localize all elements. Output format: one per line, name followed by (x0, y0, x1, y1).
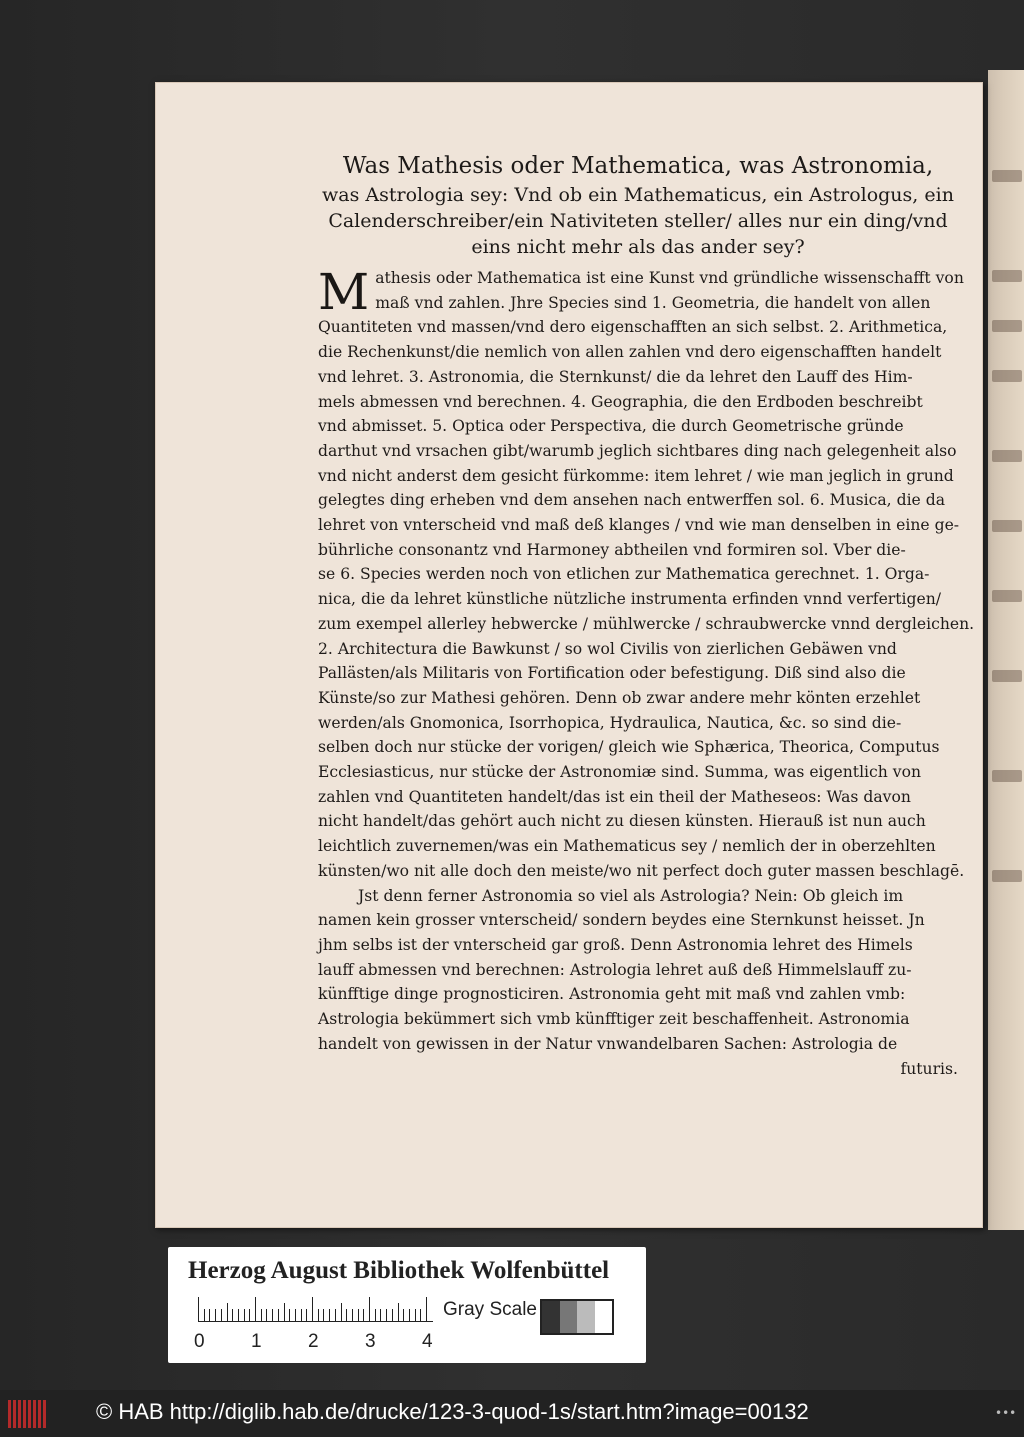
ruler-tick (198, 1297, 199, 1321)
ruler-tick (318, 1309, 319, 1321)
text-line: nica, die da lehret künstliche nützliche instrumenta erfinden vnnd verfertigen/ (318, 590, 942, 609)
ruler-tick (352, 1309, 353, 1321)
ruler-tick (244, 1309, 245, 1321)
adjacent-text-fragment (992, 370, 1022, 382)
adjacent-text-fragment (992, 590, 1022, 602)
ruler-tick (261, 1309, 262, 1321)
text-line: die Rechenkunst/die nemlich von allen zahlen vnd dero eigenschafften handelt (318, 343, 942, 362)
text-line: Pallästen/als Militaris von Fortification oder befestigung. Diß sind also die (318, 664, 906, 683)
adjacent-text-fragment (992, 770, 1022, 782)
ruler-tick (335, 1309, 336, 1321)
text-line: 2. Architectura die Bawkunst / so wol Civilis von zierlichen Gebäwen vnd (318, 639, 897, 658)
ruler-tick (272, 1309, 273, 1321)
ruler-tick (204, 1309, 205, 1321)
ruler-tick (306, 1309, 307, 1321)
ruler-tick (392, 1309, 393, 1321)
text-line: Jst denn ferner Astronomia so viel als Astrologia? Nein: Ob gleich im (358, 886, 904, 905)
text-line: werden/als Gnomonica, Isorrhopica, Hydraulica, Nautica, &c. so sind die- (318, 713, 902, 732)
catchword: futuris. (900, 1059, 958, 1078)
ruler-tick (255, 1297, 256, 1321)
library-name: Herzog August Bibliothek Wolfenbüttel (188, 1257, 610, 1284)
ruler-tick (363, 1309, 364, 1321)
scale-ruler (198, 1297, 433, 1327)
ruler-tick (398, 1303, 399, 1321)
adjacent-text-fragment (992, 450, 1022, 462)
scale-number: 1 (251, 1331, 262, 1352)
title-line: Calenderschreiber/ein Nativiteten steller/ alles nur ein ding/vnd (328, 210, 948, 232)
text-line: Quantiteten vnd massen/vnd dero eigenschafften an sich selbst. 2. Arithmetica, (318, 318, 948, 337)
text-line: athesis oder Mathematica ist eine Kunst vnd gründliche wissenschafft von (375, 269, 964, 287)
text-line: namen kein grosser vnterscheid/ sondern beydes eine Sternkunst heisset. Jn (318, 911, 925, 930)
adjacent-text-fragment (992, 170, 1022, 182)
drop-capital: M (318, 263, 370, 321)
paragraph-1 (318, 263, 975, 884)
copyright-url[interactable]: © HAB http://diglib.hab.de/drucke/123-3-quod-1s/start.htm?image=00132 (96, 1399, 809, 1424)
ruler-tick (375, 1309, 376, 1321)
ruler-tick (420, 1309, 421, 1321)
ruler-tick (221, 1309, 222, 1321)
text-line: bührliche consonantz vnd Harmoney abtheilen vnd formiren sol. Vber die- (318, 540, 906, 559)
title-line: eins nicht mehr als das ander sey? (471, 236, 805, 258)
gray-swatch (595, 1301, 613, 1333)
text-line: gelegtes ding erheben vnd dem ansehen nach entwerffen sol. 6. Musica, die da (318, 491, 946, 510)
text-line: se 6. Species werden noch von etlichen zur Mathematica gerechnet. 1. Orga- (318, 565, 930, 584)
ruler-tick (403, 1309, 404, 1321)
text-line: lauff abmessen vnd berechnen: Astrologia lehret auß deß Himmelslauff zu- (318, 960, 912, 979)
ruler-tick (369, 1297, 370, 1321)
text-line: lehret von vnterscheid vnd maß deß klanges / vnd wie man denselben in eine ge- (318, 516, 960, 535)
ruler-tick (329, 1309, 330, 1321)
text-line: künfftige dinge prognosticiren. Astronomia geht mit maß vnd zahlen vmb: (318, 985, 906, 1004)
text-line: leichtlich zuvernemen/was ein Mathematicus sey / nemlich der in oberzehlten (318, 837, 936, 856)
text-line: jhm selbs ist der vnterscheid gar groß. Denn Astronomia lehret des Himels (318, 935, 913, 954)
ruler-tick (227, 1303, 228, 1321)
text-line: handelt von gewissen in der Natur vnwandelbaren Sachen: Astrologia de (318, 1034, 898, 1053)
ruler-tick (209, 1309, 210, 1321)
text-line: maß vnd zahlen. Jhre Species sind 1. Geometria, die handelt von allen (375, 293, 931, 312)
ruler-tick (278, 1309, 279, 1321)
title-line: Was Mathesis oder Mathematica, was Astronomia, (342, 153, 934, 179)
ruler-tick (249, 1309, 250, 1321)
text-line: mels abmessen vnd berechnen. 4. Geographia, die den Erdboden beschreibt (318, 392, 923, 411)
text-line: zum exempel allerley hebwercke / mühlwercke / schraubwercke vnnd dergleichen. (318, 614, 975, 633)
scale-number: 3 (365, 1331, 376, 1352)
ruler-tick (346, 1309, 347, 1321)
adjacent-page-edge (988, 70, 1024, 1230)
ruler-tick (341, 1303, 342, 1321)
gray-scale-label: Gray Scale (443, 1299, 537, 1320)
ruler-tick (238, 1309, 239, 1321)
ruler-tick (295, 1309, 296, 1321)
ruler-tick (301, 1309, 302, 1321)
more-icon[interactable]: ••• (995, 1406, 1017, 1420)
ruler-tick (284, 1303, 285, 1321)
ruler-tick (380, 1309, 381, 1321)
page-content (308, 150, 968, 266)
text-line: Ecclesiasticus, nur stücke der Astronomiæ sind. Summa, was eigentlich von (318, 763, 922, 782)
ruler-tick (409, 1309, 410, 1321)
text-line: nicht handelt/das gehört auch nicht zu diesen künsten. Hierauß ist nun auch (318, 812, 926, 831)
ruler-tick (289, 1309, 290, 1321)
adjacent-text-fragment (992, 270, 1022, 282)
ruler-baseline (198, 1321, 433, 1322)
scale-number: 2 (308, 1331, 319, 1352)
gray-swatch (577, 1301, 595, 1333)
text-line: zahlen vnd Quantiteten handelt/das ist ein theil der Matheseos: Was davon (318, 787, 911, 806)
ruler-tick (266, 1309, 267, 1321)
adjacent-text-fragment (992, 870, 1022, 882)
paragraph-2 (318, 884, 958, 1082)
ruler-tick (232, 1309, 233, 1321)
ruler-tick (312, 1297, 313, 1321)
text-line: darthut vnd vrsachen gibt/warumb jeglich sichtbares ding nach gelegenheit also (318, 441, 957, 460)
text-line: künsten/wo nit alle doch den meiste/wo nit perfect doch guter massen beschlagē. (318, 861, 965, 880)
ruler-tick (426, 1297, 427, 1321)
page-title (308, 150, 968, 260)
text-line: selben doch nur stücke der vorigen/ gleich wie Sphærica, Theorica, Computus (318, 738, 940, 757)
ruler-tick (415, 1309, 416, 1321)
text-line: Astrologia bekümmert sich vmb künfftiger zeit beschaffenheit. Astronomia (318, 1010, 910, 1029)
footer-bar (0, 1390, 1024, 1437)
gray-swatch (560, 1301, 578, 1333)
ruler-tick (386, 1309, 387, 1321)
text-line: vnd lehret. 3. Astronomia, die Sternkunst/ die da lehret den Lauff des Him- (318, 367, 913, 386)
text-line: vnd abmisset. 5. Optica oder Perspectiva, die durch Geometrische gründe (318, 417, 904, 436)
scale-number: 4 (422, 1331, 433, 1352)
gray-scale-swatches (540, 1299, 614, 1335)
adjacent-text-fragment (992, 670, 1022, 682)
adjacent-text-fragment (992, 320, 1022, 332)
text-line: vnd nicht anderst dem gesicht fürkomme: item lehret / wie man jeglich in grund (318, 466, 954, 485)
ruler-tick (323, 1309, 324, 1321)
hab-logo-icon (8, 1400, 48, 1428)
adjacent-text-fragment (992, 520, 1022, 532)
body-text (318, 263, 975, 1081)
ruler-tick (358, 1309, 359, 1321)
ruler-tick (215, 1309, 216, 1321)
gray-swatch (542, 1301, 560, 1333)
scale-number: 0 (194, 1331, 205, 1352)
library-color-label (168, 1247, 646, 1363)
text-line: Künste/so zur Mathesi gehören. Denn ob zwar andere mehr könten erzehlet (318, 688, 921, 707)
title-line: was Astrologia sey: Vnd ob ein Mathematicus, ein Astrologus, ein (322, 184, 954, 206)
